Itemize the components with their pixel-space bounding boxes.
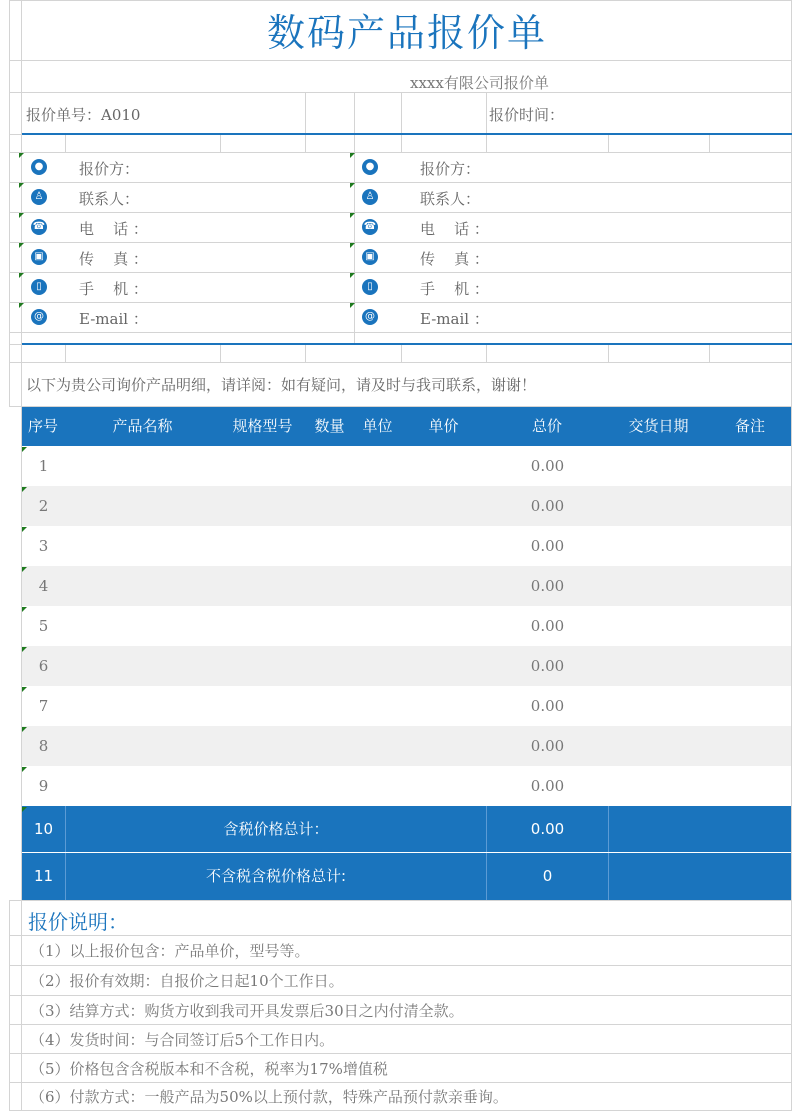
party-field-label[interactable]: 联系人： xyxy=(420,190,481,208)
row-number: 6 xyxy=(38,657,49,675)
table-row[interactable] xyxy=(22,526,791,566)
row-total-price[interactable]: 0.00 xyxy=(530,537,565,555)
fax-icon: ▣ xyxy=(362,249,378,265)
row-number: 7 xyxy=(38,697,49,715)
grid-vline xyxy=(401,92,402,152)
grid-vline xyxy=(354,92,355,152)
cell-comment-marker xyxy=(22,807,27,812)
cell-comment-marker xyxy=(350,303,355,308)
party-field-label[interactable]: E-mail ： xyxy=(420,310,489,328)
grid-vline xyxy=(401,344,402,362)
row-total-price[interactable]: 0.00 xyxy=(530,577,565,595)
party-field-label[interactable]: 电 话 ： xyxy=(79,220,148,238)
mobile-icon: ▯ xyxy=(31,279,47,295)
party-field-label[interactable]: 报价方： xyxy=(420,160,481,178)
table-row[interactable] xyxy=(22,646,791,686)
grid-hline xyxy=(9,362,792,363)
user-icon: ● xyxy=(31,159,47,175)
note-item: （6）付款方式：一般产品为50%以上预付款，特殊产品预付款亲垂询。 xyxy=(30,1088,508,1106)
grid-vline xyxy=(65,134,66,152)
cell-comment-marker xyxy=(19,273,24,278)
email-icon: @ xyxy=(31,309,47,325)
total-separator xyxy=(65,806,66,852)
row-total-price[interactable]: 0.00 xyxy=(530,617,565,635)
tax-total-value[interactable]: 0.00 xyxy=(530,820,565,838)
row-total-price[interactable]: 0.00 xyxy=(530,697,565,715)
party-field-label[interactable]: 联系人： xyxy=(79,190,140,208)
email-icon: @ xyxy=(362,309,378,325)
row-number: 3 xyxy=(38,537,49,555)
company-subtitle: xxxx有限公司报价单 xyxy=(410,74,549,92)
grid-hline xyxy=(9,1024,792,1025)
phone-icon: ☎ xyxy=(31,219,47,235)
total-separator xyxy=(608,806,609,852)
nontax-total-label: 不含税含税价格总计: xyxy=(205,867,347,885)
grid-hline xyxy=(9,152,792,153)
grid-hline xyxy=(9,302,792,303)
grid-hline xyxy=(9,182,792,183)
party-field-label[interactable]: 手 机 ： xyxy=(79,280,148,298)
row-number: 2 xyxy=(38,497,49,515)
total-separator xyxy=(486,806,487,852)
table-row[interactable] xyxy=(22,726,791,766)
contact-person-icon: ♙ xyxy=(31,189,47,205)
grid-vline xyxy=(608,134,609,152)
grid-vline xyxy=(9,0,10,406)
fax-icon: ▣ xyxy=(31,249,47,265)
note-item: （1）以上报价包含：产品单价，型号等。 xyxy=(30,942,310,960)
grid-vline xyxy=(9,900,10,1110)
blue-rule xyxy=(22,343,792,345)
notes-title: 报价说明： xyxy=(28,910,128,934)
header-product-name: 产品名称 xyxy=(112,417,173,435)
blue-rule xyxy=(22,133,792,135)
cell-comment-marker xyxy=(350,153,355,158)
grid-hline xyxy=(9,995,792,996)
cell-comment-marker xyxy=(19,243,24,248)
mobile-icon: ▯ xyxy=(362,279,378,295)
user-icon: ● xyxy=(362,159,378,175)
header-delivery-date: 交货日期 xyxy=(628,417,689,435)
header-remarks: 备注 xyxy=(734,417,765,435)
grid-vline xyxy=(486,92,487,152)
header-no: 序号 xyxy=(27,417,58,435)
row-total-price[interactable]: 0.00 xyxy=(530,737,565,755)
cell-comment-marker xyxy=(19,213,24,218)
grid-hline xyxy=(9,935,792,936)
cell-comment-marker xyxy=(350,213,355,218)
grid-vline xyxy=(354,152,355,344)
cell-comment-marker xyxy=(19,153,24,158)
table-row[interactable] xyxy=(22,766,791,806)
table-row[interactable] xyxy=(22,446,791,486)
grid-hline xyxy=(9,332,792,333)
row-number: 9 xyxy=(38,777,49,795)
header-unit: 单位 xyxy=(362,417,393,435)
party-field-label[interactable]: 手 机 ： xyxy=(420,280,489,298)
grid-hline xyxy=(9,1110,792,1111)
grid-hline xyxy=(9,1082,792,1083)
intro-text: 以下为贵公司询价产品明细，请详阅：如有疑问，请及时与我司联系，谢谢！ xyxy=(26,376,537,394)
party-field-label[interactable]: E-mail ： xyxy=(79,310,148,328)
tax-total-label: 含税价格总计： xyxy=(223,820,329,838)
grid-vline xyxy=(305,92,306,152)
cell-comment-marker xyxy=(350,243,355,248)
party-field-label[interactable]: 报价方： xyxy=(79,160,140,178)
cell-comment-marker xyxy=(19,183,24,188)
table-row[interactable] xyxy=(22,606,791,646)
grid-hline xyxy=(9,242,792,243)
header-unit-price: 单价 xyxy=(428,417,459,435)
note-item: （4）发货时间：与合同签订后5个工作日内。 xyxy=(30,1031,335,1049)
tax-total-no: 10 xyxy=(33,820,54,838)
grid-vline xyxy=(65,344,66,362)
note-item: （3）结算方式：购货方收到我司开具发票后30日之内付清全款。 xyxy=(30,1002,464,1020)
row-number: 4 xyxy=(38,577,49,595)
row-number: 5 xyxy=(38,617,49,635)
row-total-price[interactable]: 0.00 xyxy=(530,777,565,795)
grid-vline xyxy=(486,344,487,362)
table-row[interactable] xyxy=(22,686,791,726)
cell-comment-marker xyxy=(350,183,355,188)
grid-vline xyxy=(608,344,609,362)
grid-hline xyxy=(9,60,792,61)
header-total-price: 总价 xyxy=(531,417,562,435)
note-item: （2）报价有效期：自报价之日起10个工作日。 xyxy=(30,972,344,990)
nontax-total-value[interactable]: 0 xyxy=(542,867,553,885)
party-field-label[interactable]: 传 真 ： xyxy=(420,250,489,268)
grid-vline xyxy=(709,134,710,152)
grid-hline xyxy=(9,1053,792,1054)
grid-hline xyxy=(9,900,792,901)
total-separator xyxy=(65,853,66,900)
quote-time-label[interactable]: 报价时间： xyxy=(489,106,565,124)
total-separator xyxy=(608,853,609,900)
grid-vline xyxy=(709,344,710,362)
grid-vline xyxy=(220,134,221,152)
total-separator xyxy=(486,853,487,900)
cell-comment-marker xyxy=(350,273,355,278)
contact-person-icon: ♙ xyxy=(362,189,378,205)
row-total-price[interactable]: 0.00 xyxy=(530,457,565,475)
table-row[interactable] xyxy=(22,566,791,606)
header-quantity: 数量 xyxy=(314,417,345,435)
grid-hline xyxy=(9,212,792,213)
grid-vline xyxy=(220,344,221,362)
quote-number[interactable]: 报价单号：A010 xyxy=(26,106,141,124)
party-field-label[interactable]: 电 话 ： xyxy=(420,220,489,238)
header-spec-model: 规格型号 xyxy=(232,417,293,435)
cell-comment-marker xyxy=(19,303,24,308)
party-field-label[interactable]: 传 真 ： xyxy=(79,250,148,268)
row-number: 1 xyxy=(38,457,49,475)
grid-hline xyxy=(9,965,792,966)
nontax-total-no: 11 xyxy=(33,867,54,885)
grid-vline xyxy=(791,0,792,1110)
page-title: 数码产品报价单 xyxy=(266,11,547,55)
grid-hline xyxy=(9,272,792,273)
grid-vline xyxy=(305,344,306,362)
row-total-price[interactable]: 0.00 xyxy=(530,657,565,675)
row-total-price[interactable]: 0.00 xyxy=(530,497,565,515)
note-item: （5）价格包含含税版本和不含税，税率为17%增值税 xyxy=(30,1060,388,1078)
table-row[interactable] xyxy=(22,486,791,526)
row-number: 8 xyxy=(38,737,49,755)
grid-hline xyxy=(9,0,792,1)
phone-icon: ☎ xyxy=(362,219,378,235)
